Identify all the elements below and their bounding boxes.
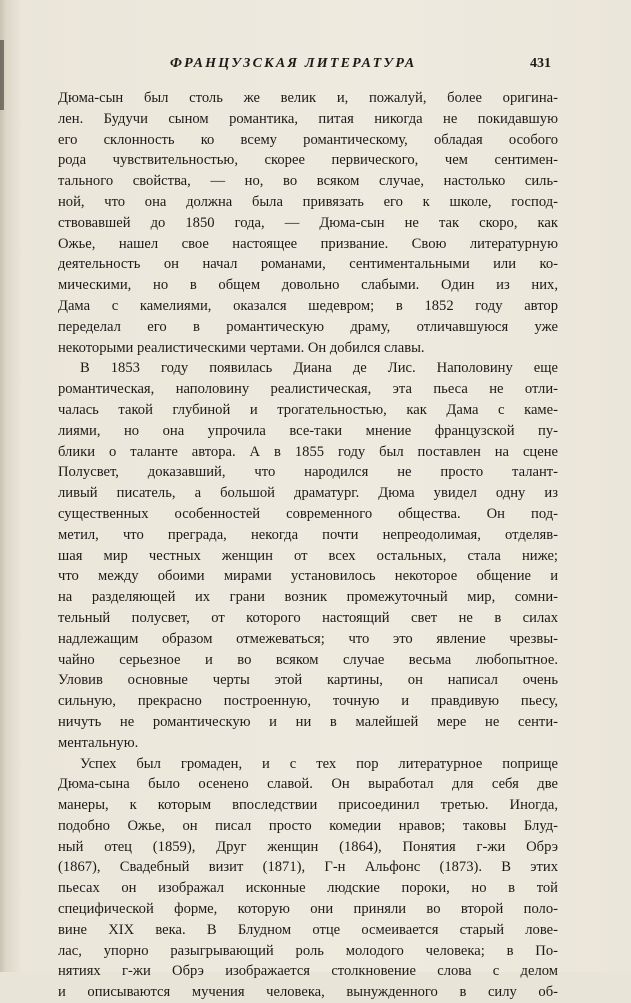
text-line: лен. Будучи сыном романтика, питая никогда не покидавшую xyxy=(58,110,558,127)
text-line: что между обоими мирами установилось некоторое общение и xyxy=(58,568,558,585)
text-line: Дюма-сын был столь же велик и, пожалуй, более оригина- xyxy=(58,90,558,106)
text-line: ничуть не романтическую и ни в малейшей мере не сенти- xyxy=(58,713,558,730)
text-line: рода чувствительностью, скорее первичеcкого, чем сентимен- xyxy=(58,152,558,169)
text-line: подобно Ожье, он писал просто комедии нравов; таковы Блуд- xyxy=(58,817,558,834)
text-line: ный отец (1859), Друг женщин (1864), Понятия г-жи Обрэ xyxy=(58,838,558,855)
text-line: блики о таланте автора. А в 1855 году был поставлен на сцене xyxy=(58,443,558,460)
text-line: ствовавшей до 1850 года, — Дюма-сын не так скоро, как xyxy=(58,214,558,231)
text-line: нятиях г-жи Обрэ изображается столкновение слова с делом xyxy=(58,963,558,980)
page-header xyxy=(0,56,631,78)
text-line: надлежащим образом отмежеваться; что это явление чрезвы- xyxy=(58,630,558,647)
text-line: Уловив основные черты этой картины, он написал очень xyxy=(58,672,558,689)
text-line: сильную, прекрасно построенную, точную и правдивую пьесу, xyxy=(58,693,558,710)
text-line: Полусвет, доказавший, что народился не просто талант- xyxy=(58,464,558,481)
page-number: 431 xyxy=(530,56,551,71)
text-line: романтическая, наполовину реалистическая, эта пьеса не отли- xyxy=(58,381,558,398)
text-line: его склонность ко всему романтическому, обладая особого xyxy=(58,131,558,148)
text-line: Дама с камелиями, оказался шедевром; в 1852 году автор xyxy=(58,297,558,314)
text-line: существенных особенностей современного общества. Он под- xyxy=(58,505,558,522)
text-line: пьесах он изображал исконные людские пороки, но в той xyxy=(58,880,558,897)
text-line: Ожье, нашел свое настоящее призвание. Свою литературную xyxy=(58,235,558,252)
text-line: лиями, но она упрочила все-таки мнение французской пу- xyxy=(58,422,558,439)
text-line: чалась такой глубиной и трогательностью, как Дама с каме- xyxy=(58,401,558,418)
text-line: и описываются мучения человека, вынужденного в силу об- xyxy=(58,984,558,1001)
text-line: (1867), Свадебный визит (1871), Г-н Альфонс (1873). В этих xyxy=(58,859,558,876)
text-line: чайно серьезное и во всяком случае весьма любопытное. xyxy=(58,651,558,668)
text-line: метил, что преграда, некогда почти непреодолимая, отделяв- xyxy=(58,526,558,543)
text-line: манеры, к которым впоследствии присоединил третью. Иногда, xyxy=(58,797,558,814)
text-line: на разделяющей их грани возник промежуточный мир, сомни- xyxy=(58,589,558,606)
text-line: ливый писатель, а большой драматург. Дюма увидел одну из xyxy=(58,485,558,502)
text-line: ной, что она должна была привязать его к школе, господ- xyxy=(58,193,558,210)
text-line: Дюма-сына было осенено славой. Он выработал для себя две xyxy=(58,776,558,793)
running-title: ФРАНЦУЗСКАЯ ЛИТЕРАТУРА xyxy=(170,56,417,71)
text-line: Успех был громаден, и с тех пор литературное поприще xyxy=(80,755,558,772)
text-line: специфической форме, которую они приняли во второй поло- xyxy=(58,901,558,918)
text-line: лас, упорно разыгрывающий роль молодого человека; в По- xyxy=(58,942,558,959)
body-text xyxy=(58,88,558,1003)
text-line: мическими, но в общем довольно слабыми. Один из них, xyxy=(58,277,558,294)
text-line: деятельность он начал романами, сентиментальными или ко- xyxy=(58,256,558,273)
text-line: В 1853 году появилась Диана де Лис. Наполовину еще xyxy=(80,360,558,377)
text-line: ментальную. xyxy=(58,734,139,751)
text-line: переделал его в романтическую драму, отличавшуюся уже xyxy=(58,318,558,335)
text-line: вине XIX века. В Блудном отце осмеивается старый лове- xyxy=(58,921,558,938)
text-line: шая мир честных женщин от всех остальных, стала ниже; xyxy=(58,547,558,564)
text-line: тального свойства, — но, во всяком случае, настолько силь- xyxy=(58,173,558,190)
text-line: тельный полусвет, от которого настоящий свет не в силах xyxy=(58,609,558,626)
text-line: некоторыми реалистическими чертами. Он добился славы. xyxy=(58,339,425,356)
